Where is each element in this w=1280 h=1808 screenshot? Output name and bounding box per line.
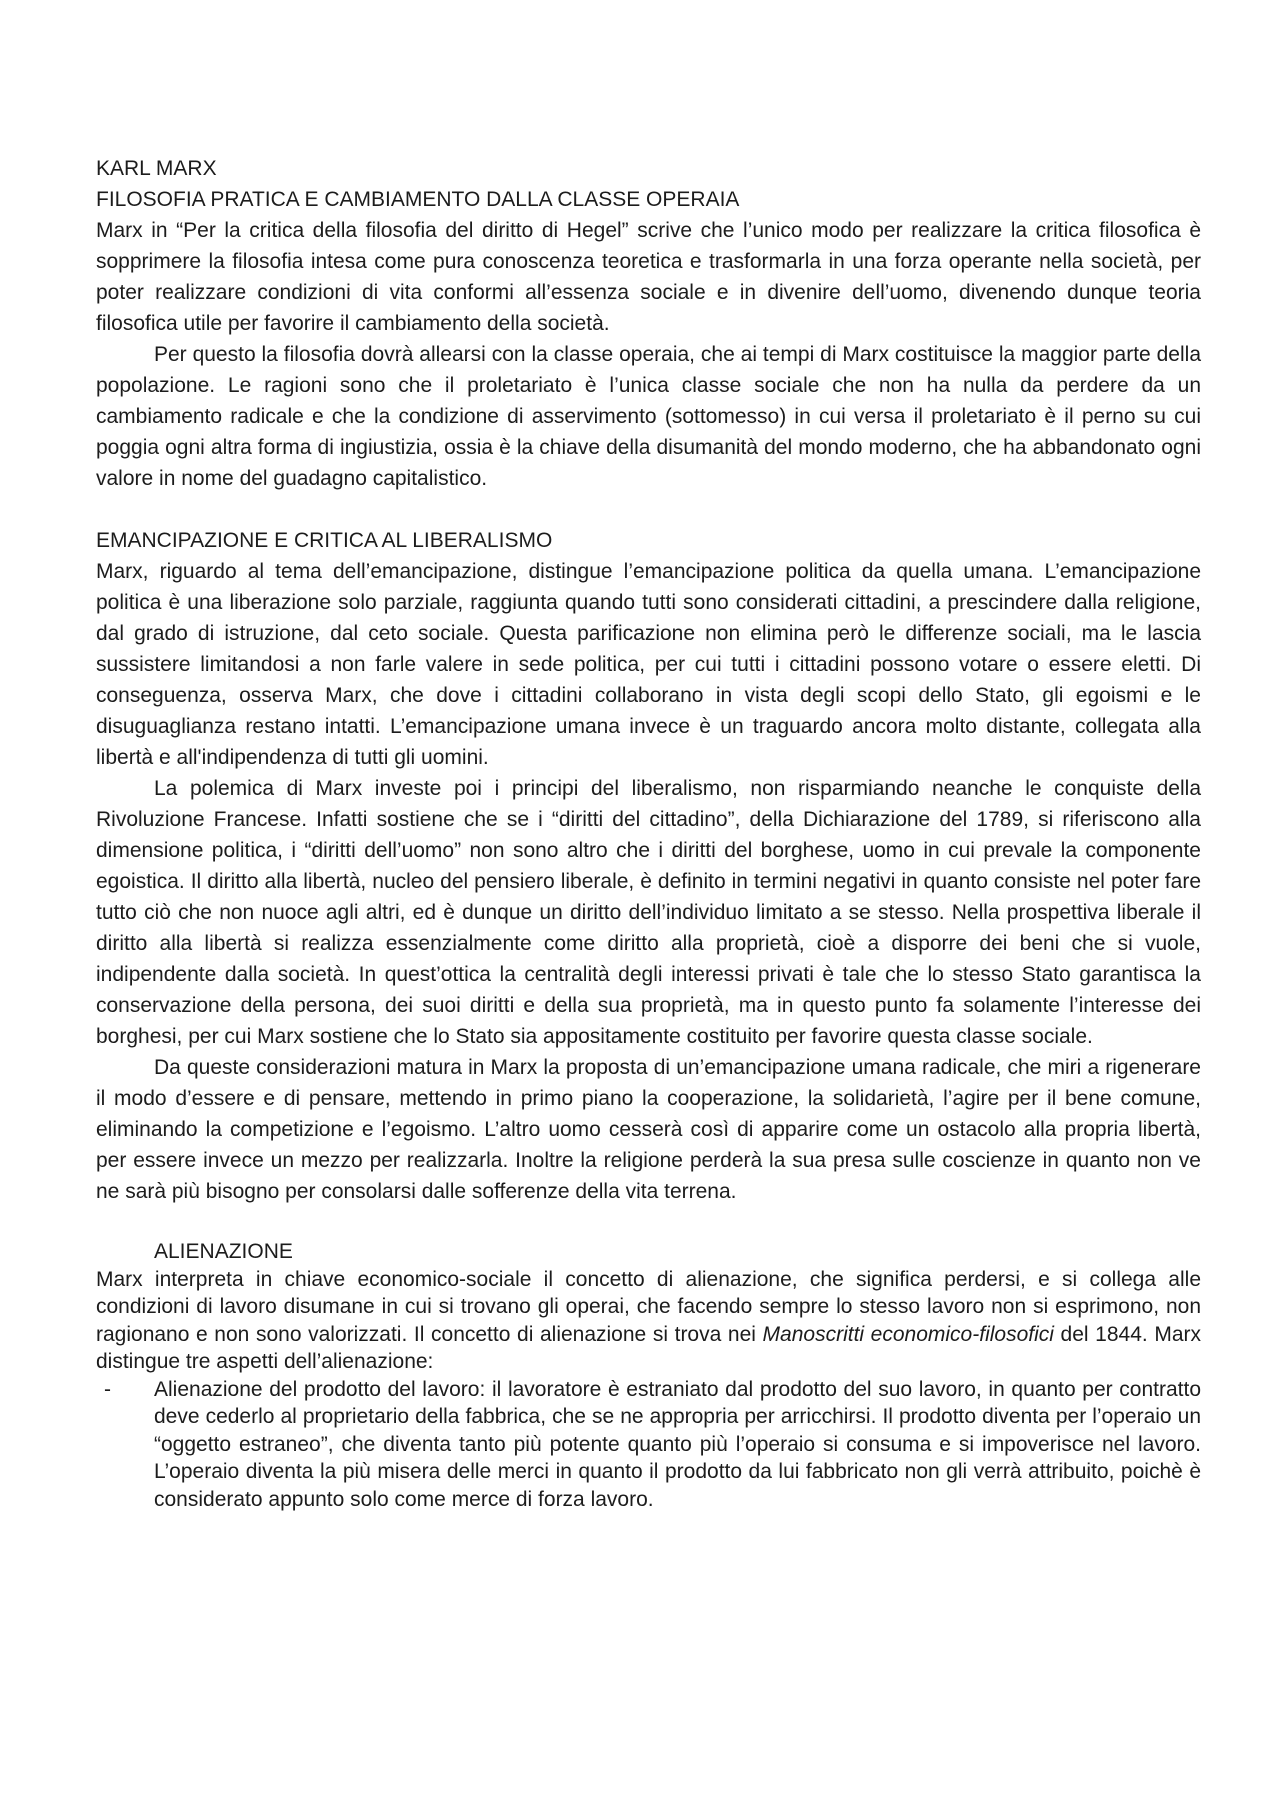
intro-italic-title: Manoscritti economico-filosofici <box>762 1322 1054 1346</box>
section2-heading: EMANCIPAZIONE E CRITICA AL LIBERALISMO <box>96 529 553 552</box>
intro-text-end: del 1844. Marx distingue tre aspetti dell’alienazione: <box>96 1322 1201 1373</box>
section2-paragraph-2: La polemica di Marx investe poi i principi del liberalismo, non risparmiando neanche le conquiste della Rivoluzione Francese. Infatti sostiene che se i “diritti del cittadino”, della Dichiarazione del 1789, si riferiscono alla dimensione politica, i “diritti dell’uomo” non sono altro che i diritti del borghese, uomo in cui prevale la componente egoistica. Il diritto alla libertà, nucleo del pensiero liberale, è definito in termini negativi in quanto consiste nel poter fare tutto ciò che non nuoce agli altri, ed è dunque un diritto dell’individuo limitato a se stesso. Nella prospettiva liberale il diritto alla libertà si realizza essenzialmente come diritto alla proprietà, cioè a disporre dei beni che si vuole, indipendente dalla società. In quest’ottica la centralità degli interessi privati è tale che lo stesso Stato garantisca la conservazione della persona, dei suoi diritti e della sua proprietà, ma in questo punto fa solamente l’interesse dei borghesi, per cui Marx sostiene che lo Stato sia appositamente costituito per favorire questa classe sociale. <box>96 777 1201 1048</box>
spacer <box>96 1207 1201 1238</box>
list-item-text: Alienazione del prodotto del lavoro: il lavoratore è estraniato dal prodotto del suo lavoro, in quanto per contratto deve cederlo al proprietario della fabbrica, che se ne appropria per arricchirsi. Il prodotto diventa per l’operaio un “oggetto estraneo”, che diventa tanto più potente quanto più l’operaio si consuma e si impoverisce nel lavoro. L’operaio diventa la più misera delle merci in quanto il prodotto da lui fabbricato non gli verrà attribuito, poichè è considerato appunto solo come merce di forza lavoro. <box>154 1377 1201 1511</box>
section-top <box>96 153 1201 1238</box>
document-title: KARL MARX <box>96 157 217 180</box>
section-alienazione <box>96 1238 1201 1513</box>
alienation-aspects-list <box>96 1376 1201 1514</box>
section1-paragraph-1: Marx in “Per la critica della filosofia del diritto di Hegel” scrive che l’unico modo per realizzare la critica filosofica è sopprimere la filosofia intesa come pura conoscenza teoretica e trasformarla in una forza operante nella società, per poter realizzare condizioni di vita conformi all’essenza sociale e in divenire dell’uomo, divenendo dunque teoria filosofica utile per favorire il cambiamento della società. <box>96 219 1201 335</box>
section3-heading: ALIENAZIONE <box>154 1240 293 1263</box>
section1-heading: FILOSOFIA PRATICA E CAMBIAMENTO DALLA CLASSE OPERAIA <box>96 188 740 211</box>
intro-text-start: Marx interpreta in chiave economico-sociale il concetto di alienazione, che significa perdersi, e si collega alle condizioni di lavoro disumane in cui si trovano gli operai, che facendo sempre lo stesso lavoro non si esprimono, non ragionano e non sono valorizzati. Il concetto di alienazione si trova nei <box>96 1267 1201 1346</box>
spacer <box>96 494 1201 525</box>
section2-paragraph-1: Marx, riguardo al tema dell’emancipazione, distingue l’emancipazione politica da quella umana. L’emancipazione politica è una liberazione solo parziale, raggiunta quando tutti sono considerati cittadini, a prescindere dalla religione, dal grado di istruzione, dal ceto sociale. Questa parificazione non elimina però le differenze sociali, ma le lascia sussistere limitandosi a non farle valere in sede politica, per cui tutti i cittadini possono votare o essere eletti. Di conseguenza, osserva Marx, che dove i cittadini collaborano in vista degli scopi dello Stato, gli egoismi e le disuguaglianza restano intatti. L’emancipazione umana invece è un traguardo ancora molto distante, collegata alla libertà e all'indipendenza di tutti gli uomini. <box>96 560 1201 769</box>
section1-paragraph-2: Per questo la filosofia dovrà allearsi con la classe operaia, che ai tempi di Marx costituisce la maggior parte della popolazione. Le ragioni sono che il proletariato è l’unica classe sociale che non ha nulla da perdere da un cambiamento radicale e che la condizione di asservimento (sottomesso) in cui versa il proletariato è il perno su cui poggia ogni altra forma di ingiustizia, ossia è la chiave della disumanità del mondo moderno, che ha abbandonato ogni valore in nome del guadagno capitalistico. <box>96 343 1201 490</box>
section2-paragraph-3: Da queste considerazioni matura in Marx la proposta di un’emancipazione umana radicale, che miri a rigenerare il modo d’essere e di pensare, mettendo in primo piano la cooperazione, la solidarietà, l’agire per il bene comune, eliminando la competizione e l’egoismo. L’altro uomo cesserà così di apparire come un ostacolo alla propria libertà, per essere invece un mezzo per realizzarla. Inoltre la religione perderà la sua presa sulle coscienze in quanto non ve ne sarà più bisogno per consolarsi dalle sofferenze della vita terrena. <box>96 1056 1201 1203</box>
section3-intro <box>96 1266 1201 1376</box>
document-page <box>96 153 1201 1513</box>
bullet-marker: - <box>104 1377 111 1401</box>
list-item <box>96 1376 1201 1514</box>
